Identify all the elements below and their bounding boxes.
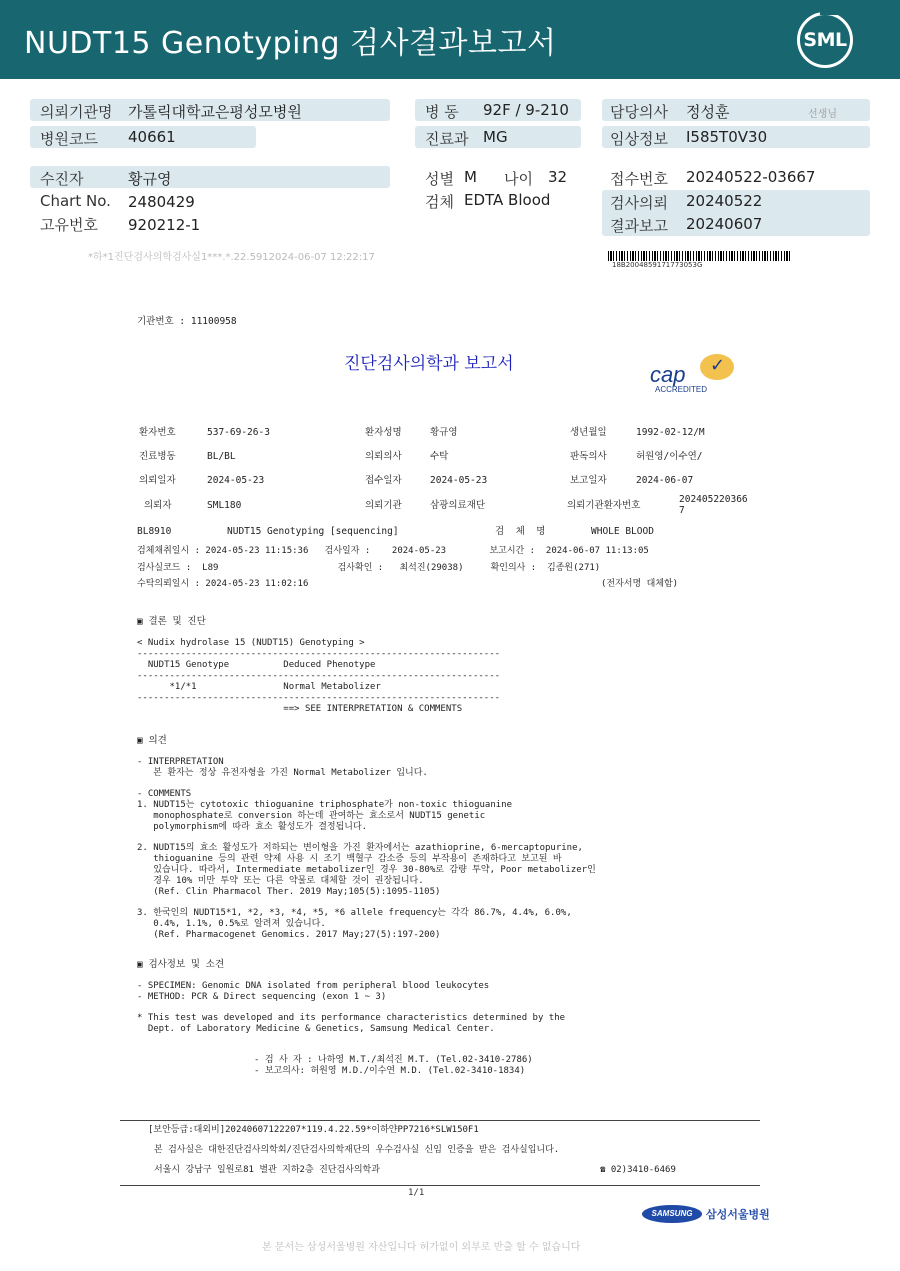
patient-row [30,166,390,188]
department: MG [483,128,508,146]
grid-value: 수탁 [430,451,449,462]
barcode-number: 18B2004859171773053G [612,261,703,269]
signers: - 검 사 자 : 나하영 M.T./최석진 M.T. (Tel.02-3410-2786) - 보고의사: 허원영 M.D./이수연 M.D. (Tel.02-3410-1834) [254,1055,533,1076]
opinion-section-title: ▣ 의견 [137,735,167,746]
grid-label: 환자성명 [365,427,402,438]
grid-label: 접수일자 [365,475,402,486]
barcode [608,251,792,261]
print-stamp: *하*1진단검사의학검사실1***.*.22.5912024-06-07 12:22:17 [88,252,375,263]
grid-label: 의뢰자 [144,500,172,511]
receipt-number: 20240522-03667 [686,168,816,186]
patient-label: 수진자 [40,170,84,188]
sml-logo-icon: SML [797,12,853,68]
physician-label: 담당의사 [610,103,668,121]
footer-top-rule [120,1120,760,1121]
hospital-code: 40661 [128,128,176,146]
cap-logo-text: cap [650,362,686,387]
ward: 92F / 9-210 [483,101,569,119]
specimen-label: 검체 [425,193,454,211]
chart-number: 2480429 [128,193,195,211]
sex: M [464,168,477,186]
grid-value: 삼광의료재단 [430,500,486,511]
cap-accredited-text: ACCREDITED [655,385,708,394]
report-header [0,0,900,79]
hospital-code-label: 병원코드 [40,130,98,148]
id-label: 고유번호 [40,216,98,234]
footer-bottom-rule [120,1185,760,1186]
grid-label: 의뢰기관 [365,500,402,511]
ward-label: 병 동 [425,103,459,121]
receipt-label: 접수번호 [610,170,668,188]
test-info-line-3: 수탁의뢰일시 : 2024-05-23 11:02:16 (전자서명 대체함) [137,579,679,589]
age: 32 [548,168,568,186]
report-heading: 진단검사의학과 보고서 [344,354,514,374]
grid-label: 판독의사 [570,451,607,462]
test-info-line-2: 검사실코드 : L89 검사확인 : 최석진(29038) 확인의사 : 김종원(271) [137,563,601,573]
requesting-institution-label: 의뢰기관명 [40,103,113,121]
specimen-name: WHOLE BLOOD [591,526,654,537]
grid-label: 보고일자 [570,475,607,486]
cap-accredited-logo [648,352,748,396]
samsung-logo-icon: SAMSUNG [642,1205,702,1223]
request-date-label: 검사의뢰 [610,194,668,212]
confidentiality-note: 본 문서는 삼성서울병원 자산입니다 허가없이 외부로 반출 할 수 없습니다 [262,1242,581,1253]
id-number: 920212-1 [128,216,201,234]
grid-label: 진료병동 [139,451,176,462]
result-block: < Nudix hydrolase 15 (NUDT15) Genotyping > ------------------------------------------------------------------- NUDT15 Genotype Deduced Phenotype ------------------------------------------------------------------- *1/*1 Normal Metabolizer ------------------------------------------------------------------- ==> SEE INTERPRETATION & COMMENTS [137,638,501,714]
address-line: 서울시 강남구 일원로81 별관 지하2층 진단검사의학과 [154,1165,380,1175]
grid-value: 2024-05-23 [207,475,265,486]
cap-check-icon [700,354,734,380]
grid-value: 2024-06-07 [636,475,694,486]
security-line: [보안등급:대외비]20240607122207*119.4.22.59*이하얀PP7216*SLW150F1 [148,1125,479,1135]
report-title: NUDT15 Genotyping 검사결과보고서 [24,26,557,61]
clinical-label: 임상정보 [610,130,668,148]
physician: 정성훈 [686,103,730,121]
grid-value: 537-69-26-3 [207,427,270,438]
test-info-line-1: 검체채취일시 : 2024-05-23 11:15:36 검사일자 : 2024-05-23 보고시간 : 2024-06-07 11:13:05 [137,546,649,556]
chart-label: Chart No. [40,192,111,210]
institution-number: 기관번호 : 11100958 [137,316,237,327]
report-date-label: 결과보고 [610,217,668,235]
grid-label: 생년월일 [570,427,607,438]
grid-label: 의뢰기관환자번호 [567,500,641,511]
requesting-institution: 가톨릭대학교은평성모병원 [128,103,302,121]
patient-name: 황규영 [128,170,172,188]
grid-value: 1992-02-12/M [636,427,705,438]
sex-label: 성별 [425,170,454,188]
test-code: BL8910 [137,526,172,537]
specimen: EDTA Blood [464,191,551,209]
specimen-name-label: 검 체 명 [495,526,546,537]
grid-value: 2024-05-23 [430,475,488,486]
department-label: 진료과 [425,130,469,148]
request-date: 20240522 [686,192,763,210]
test-name: NUDT15 Genotyping [sequencing] [227,526,399,537]
grid-label: 의뢰일자 [139,475,176,486]
grid-value: 202405220366 7 [679,494,748,516]
grid-value: BL/BL [207,451,236,462]
clinical-info: I585T0V30 [686,128,768,146]
grid-value: SML180 [207,500,242,511]
grid-value: 황규영 [430,427,458,438]
method-section-title: ▣ 검사정보 및 소견 [137,959,225,970]
report-date: 20240607 [686,215,763,233]
page-number: 1/1 [408,1188,425,1198]
result-section-title: ▣ 결론 및 진단 [137,616,206,627]
age-label: 나이 [504,170,533,188]
grid-label: 환자번호 [139,427,176,438]
grid-label: 의뢰의사 [365,451,402,462]
grid-value: 허원영/이수연/ [636,451,703,462]
certification-line: 본 검사실은 대한진단검사의학회/진단검사의학재단의 우수검사실 신임 인증을 받은 검사실입니다. [154,1145,560,1155]
physician-suffix: 선생님 [808,109,837,120]
samsung-hospital-name: 삼성서울병원 [706,1208,770,1221]
method-block: - SPECIMEN: Genomic DNA isolated from peripheral blood leukocytes - METHOD: PCR & Direct sequencing (exon 1 ~ 3) * This test was developed and its performance characteristics determined by the Dept. of Laboratory Medicine & Genetics, Samsung Medical Center. [137,981,566,1035]
opinion-block: - INTERPRETATION 본 환자는 정상 유전자형을 가진 Normal Metabolizer 입니다. - COMMENTS 1. NUDT15는 cytotoxic thioguanine triphosphate가 non-toxic thioguanine monophosphate로 conversion 하는데 관여하는 효소로서 NUDT15 genetic polymorphism에 따라 효소 활성도가 결정됩니다. 2. NUDT15의 효소 활성도가 저하되는 변이형을 가진 환자에서는 azathioprine, 6-mercaptopurine, thioguanine 등의 관련 약제 사용 시 조기 백혈구 감소증 등의 부작용이 존재하다고 보고된 바 있습니다. 따라서, Intermediate metabolizer인 경우 30-80%로 감량 투약, Poor metabolizer인 경우 10% 미만 투약 또는 다른 약물로 대체할 것이 권장됩니다. (Ref. Clin Pharmacol Ther. 2019 May;105(5):1095-1105) 3. 한국인의 NUDT15*1, *2, *3, *4, *5, *6 allele frequency는 각각 86.7%, 4.4%, 6.0%, 0.4%, 1.1%, 0.5%로 알려져 있습니다. (Ref. Pharmacogenet Genomics. 2017 May;27(5):197-200) [137,757,596,940]
phone-line: ☎ 02)3410-6469 [600,1165,676,1175]
